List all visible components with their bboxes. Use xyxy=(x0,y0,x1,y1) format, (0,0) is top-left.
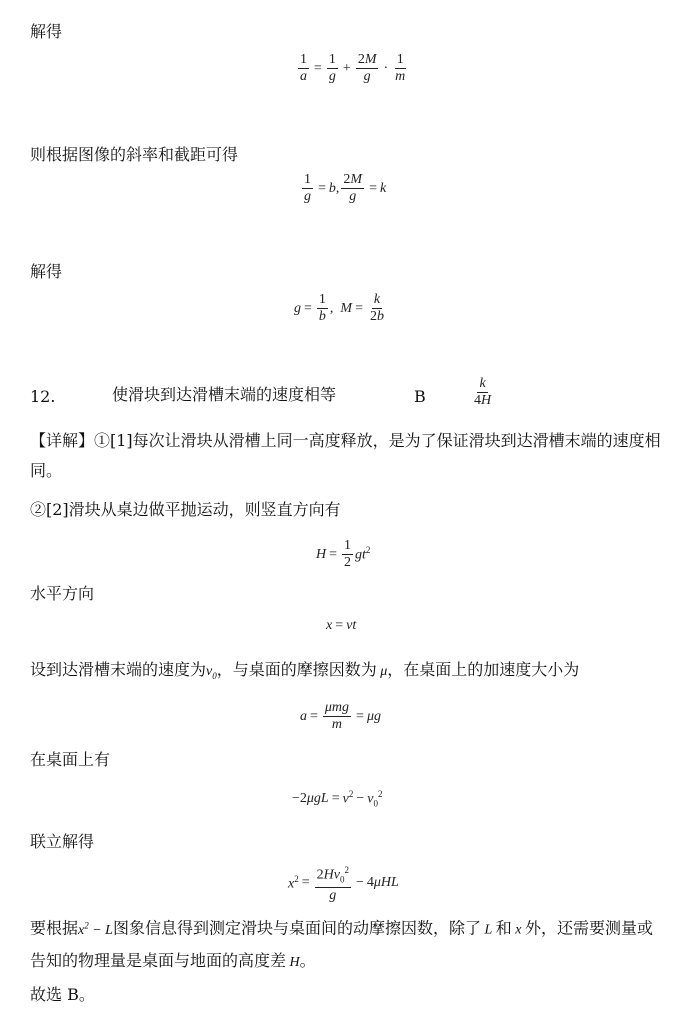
text-on-table: 在桌面上有 xyxy=(30,750,111,769)
equation-3: g = $\frac{1}{b}$ , M = $\frac{k}{2b}$ xyxy=(294,292,384,324)
equation-1: $\frac{1}{a}$ = $\frac{1}{g}$ + $\frac{2M}{g}$ · $\frac{1}{m}$ xyxy=(300,52,406,84)
text-set-velocity: 设到达滑槽末端的速度为$v_0$，与桌面的摩擦因数为 μ，在桌面上的加速度大小为 xyxy=(30,660,580,681)
detail-paragraph-2: ②[2]滑块从桌边做平抛运动，则竖直方向有 xyxy=(30,500,341,519)
final-b: 图象信息得到测定滑块与桌面间的动摩擦因数，除了 xyxy=(112,918,481,938)
detail-paragraph-1: 【详解】①[1]每次让滑块从滑槽上同一高度释放，是为了保证滑块到达滑槽末端的速度相同。 xyxy=(30,431,661,480)
text-horizontal: 水平方向 xyxy=(30,584,95,603)
text-solve-2: 解得 xyxy=(30,262,63,281)
text-solve-1: 解得 xyxy=(30,22,63,41)
text-choose-b: 故选 B。 xyxy=(30,985,95,1004)
equation-acceleration: a = $\frac{\text{μmg}}{m}$ = μg xyxy=(300,700,381,732)
text-slope-intercept: 则根据图像的斜率和截距可得 xyxy=(30,145,239,164)
final-d: 外，还需要测量或告知的物理量是桌面与地面的高度差 xyxy=(30,918,654,970)
final-c: 和 xyxy=(495,918,512,938)
text-set-velocity-a: 设到达滑槽末端的速度为 xyxy=(30,660,207,679)
equation-table: −2 μgL = $v^2$ − $v_0^2$ xyxy=(292,789,383,809)
equation-2: $\frac{1}{g}$ = b , $\frac{2M}{g}$ = k xyxy=(304,172,387,204)
question-12-number: 12. xyxy=(30,387,56,406)
equation-vertical: H = $\frac{1}{2}$ $gt^2$ xyxy=(316,538,371,570)
text-set-velocity-b: ，与桌面的摩擦因数为 xyxy=(216,660,377,679)
final-e: 。 xyxy=(299,950,316,970)
equation-result: $x^2$ = $\frac{2Hv_0^2}{g}$ − 4 μHL xyxy=(288,862,399,904)
final-a: 要根据 xyxy=(30,918,79,938)
question-12-answer-3: $\frac{k}{4H}$ xyxy=(474,376,492,408)
text-combine-solve: 联立解得 xyxy=(30,832,95,851)
question-12-answer-2: B xyxy=(414,387,426,406)
equation-horizontal: x = vt xyxy=(326,618,357,633)
final-paragraph: 要根据$x^2 - L$图象信息得到测定滑块与桌面间的动摩擦因数，除了 L 和 x 外，还需要测量或告知的物理量是桌面与地面的高度差 H。 xyxy=(30,918,654,970)
question-12-answer-1: 使滑块到达滑槽末端的速度相等 xyxy=(112,385,337,404)
text-set-velocity-c: ，在桌面上的加速度大小为 xyxy=(387,660,580,679)
